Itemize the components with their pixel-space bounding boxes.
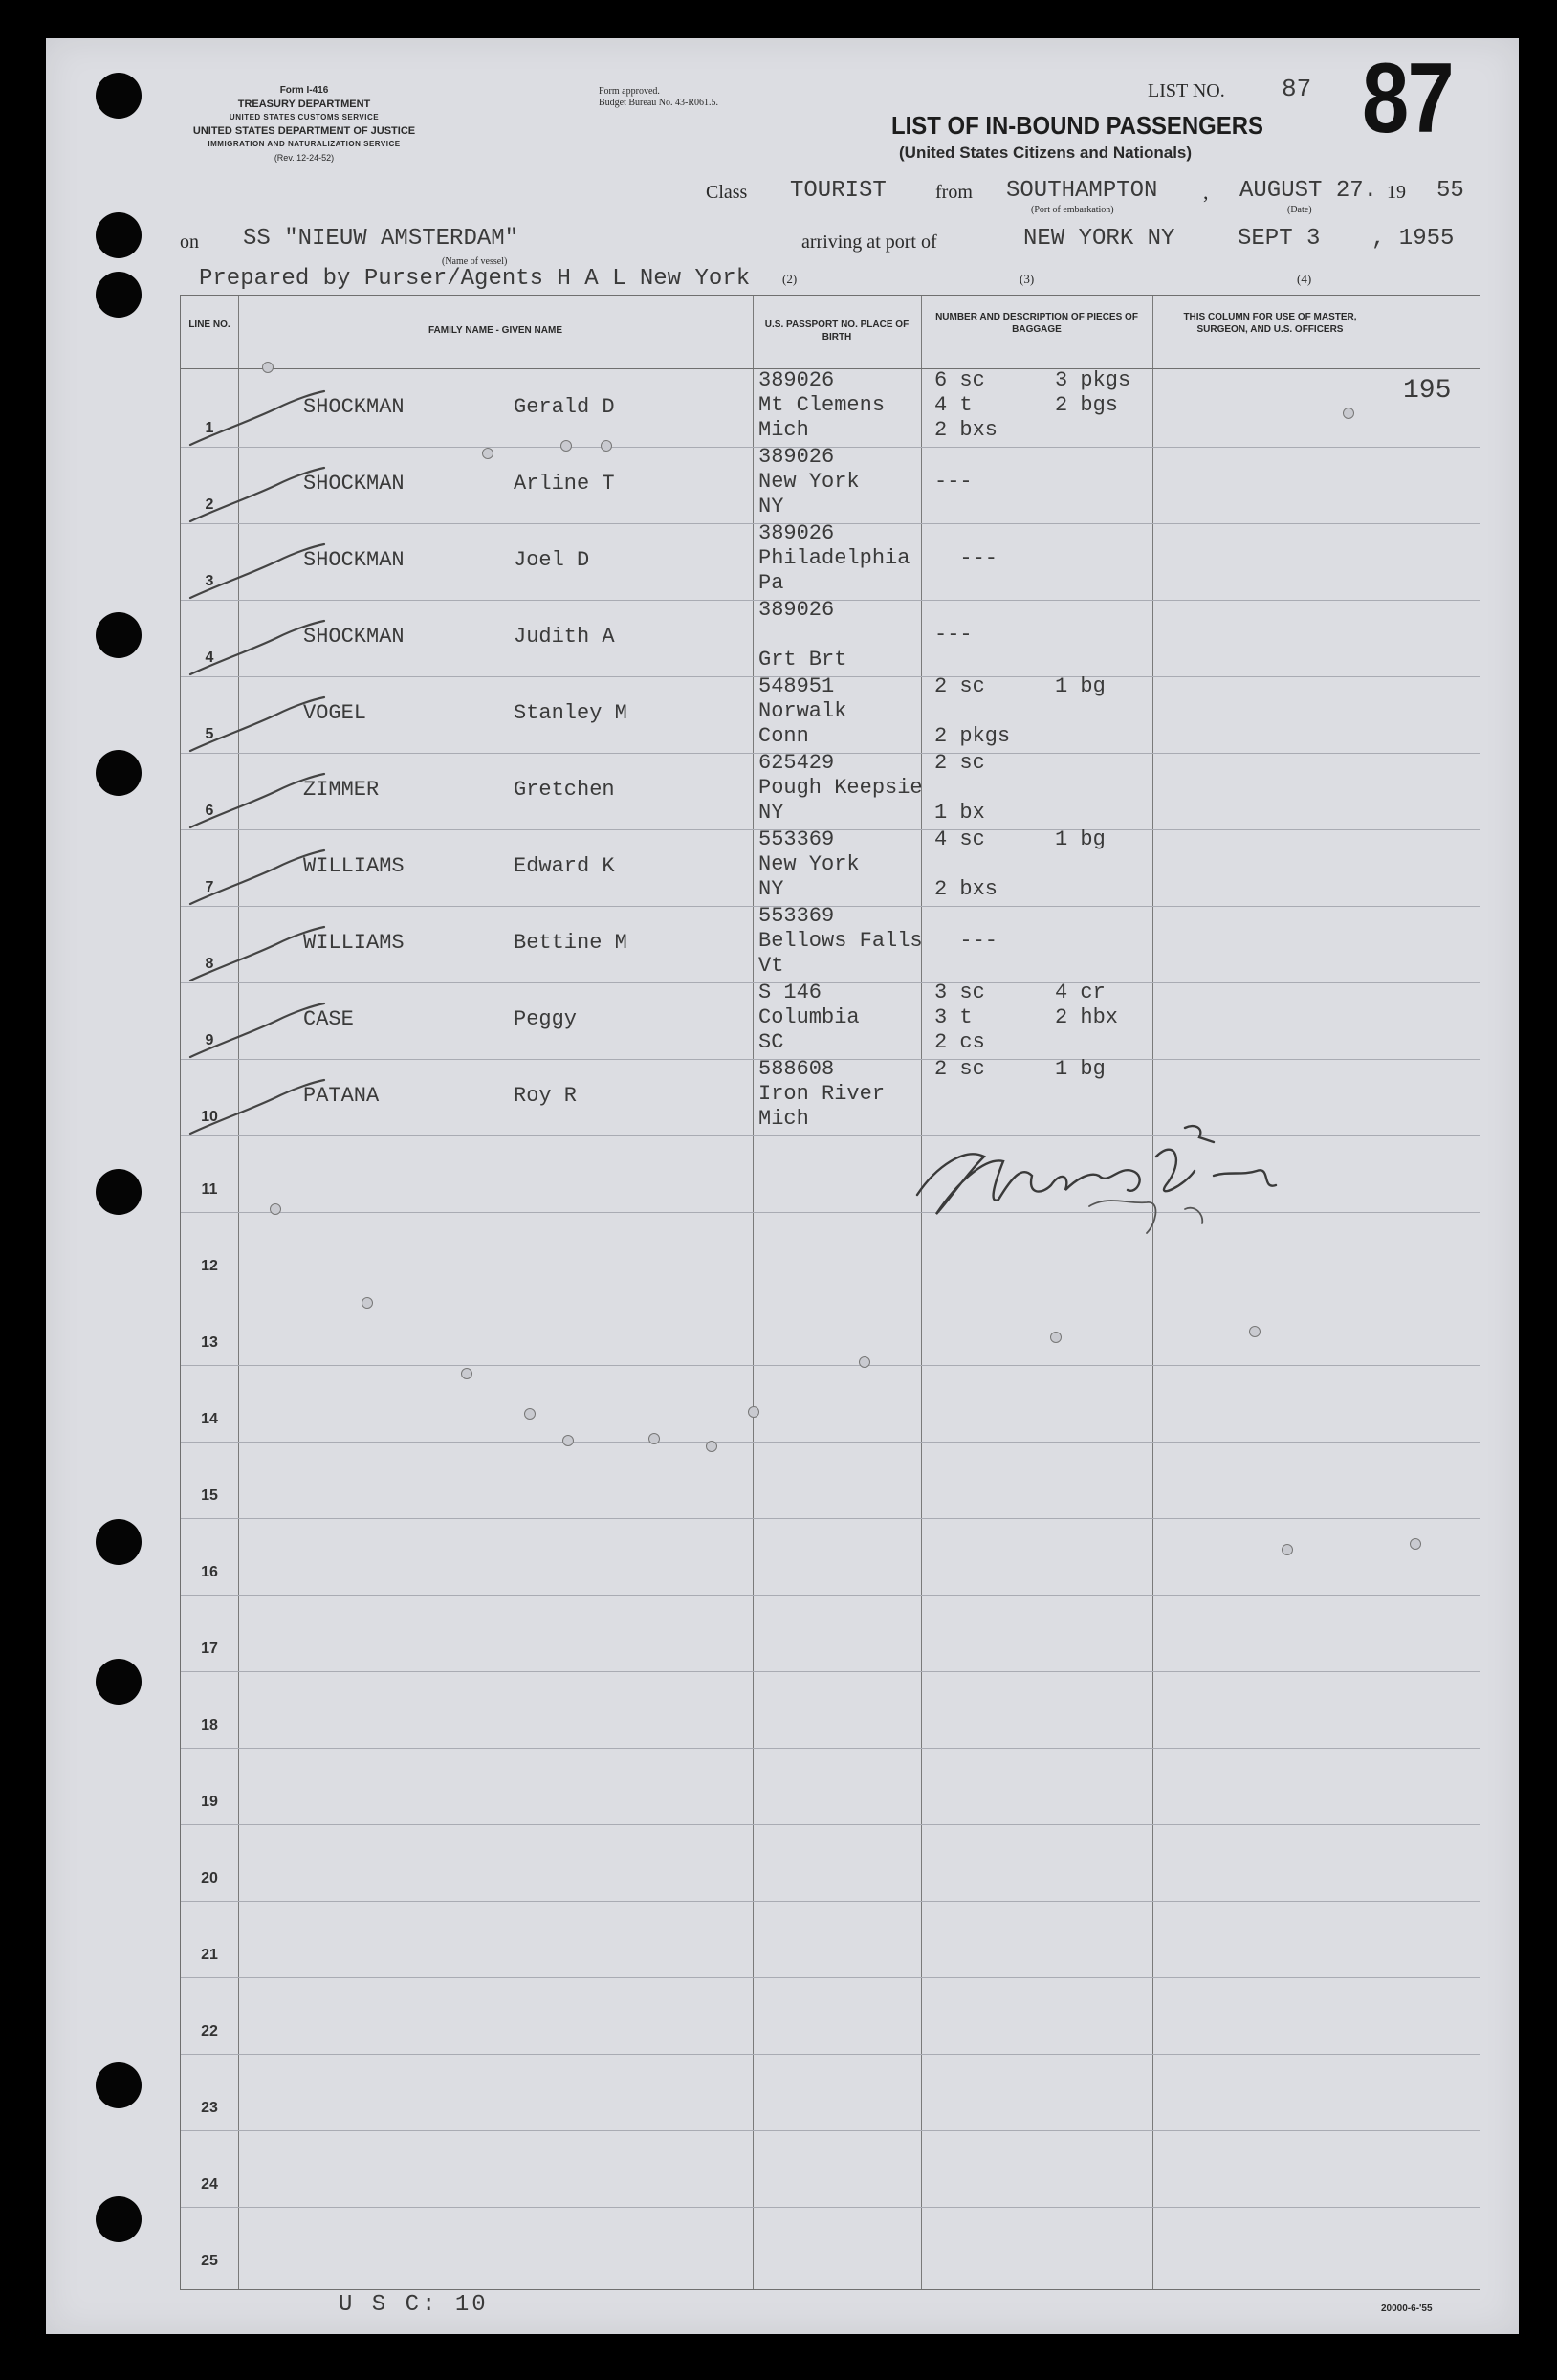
check-mark — [181, 768, 334, 835]
arrival-year: , 1955 — [1371, 226, 1455, 252]
given-name: Arline T — [514, 472, 615, 496]
line-number: 17 — [201, 1641, 218, 1657]
family-name: SHOCKMAN — [303, 548, 405, 572]
form-subtitle: (United States Citizens and Nationals) — [899, 143, 1193, 162]
baggage-3: 2 cs — [934, 1030, 985, 1054]
passport-number: 625429 — [758, 751, 835, 775]
line-number: 18 — [201, 1717, 218, 1733]
given-name: Judith A — [514, 625, 615, 649]
dept-treasury: TREASURY DEPARTMENT — [237, 99, 371, 110]
year-prefix: 19 — [1387, 182, 1406, 203]
dept-justice: UNITED STATES DEPARTMENT OF JUSTICE — [192, 125, 416, 137]
dept-treasury-sub: UNITED STATES CUSTOMS SERVICE — [229, 113, 380, 121]
check-mark — [181, 845, 334, 912]
baggage-2: --- — [934, 546, 998, 570]
comma-separator: , — [1203, 180, 1209, 204]
passenger-row — [181, 447, 1480, 523]
passenger-row — [181, 829, 1480, 906]
punch-hole — [96, 2062, 142, 2108]
birth-place: New York — [758, 852, 860, 876]
line-number: 5 — [205, 726, 214, 742]
from-label: from — [935, 182, 973, 203]
vessel-caption: (Name of vessel) — [442, 256, 508, 267]
birth-place-state: Grt Brt — [758, 648, 847, 672]
line-number: 14 — [201, 1411, 218, 1427]
check-mark — [181, 998, 334, 1065]
family-name: SHOCKMAN — [303, 395, 405, 419]
line-number: 2 — [205, 496, 214, 513]
baggage-2: 4 t — [934, 393, 973, 417]
given-name: Roy R — [514, 1084, 578, 1108]
baggage-1: 6 sc — [934, 368, 985, 392]
check-mark — [181, 386, 334, 452]
line-number: 4 — [205, 650, 214, 666]
dept-justice-sub: IMMIGRATION AND NATURALIZATION SERVICE — [208, 140, 401, 148]
list-no-value: 87 — [1282, 75, 1312, 103]
punch-hole — [96, 1169, 142, 1215]
given-name: Gretchen — [514, 778, 615, 802]
birth-place: Pough Keepsie — [758, 776, 923, 800]
birth-place-state: Conn — [758, 724, 809, 748]
port-caption: (Port of embarkation) — [1031, 205, 1114, 215]
passport-number: 553369 — [758, 904, 835, 928]
line-number: 11 — [201, 1181, 218, 1198]
birth-place: Iron River — [758, 1082, 886, 1106]
prepared-by: Prepared by Purser/Agents H A L New York — [199, 266, 751, 292]
class-label: Class — [706, 182, 748, 203]
arrival-date: SEPT 3 — [1238, 226, 1321, 252]
birth-place: Philadelphia — [758, 546, 910, 570]
punch-hole — [96, 612, 142, 658]
birth-place-state: NY — [758, 877, 784, 901]
form-header-left — [180, 84, 428, 165]
check-mark — [181, 462, 334, 529]
line-number: 9 — [205, 1032, 214, 1048]
baggage-1b: 4 cr — [1055, 981, 1106, 1004]
budget-text: Budget Bureau No. 43-R061.5. — [599, 98, 718, 108]
form-approval — [599, 86, 718, 109]
baggage-2: --- — [934, 623, 973, 647]
passport-number: 553369 — [758, 827, 835, 851]
line-number: 10 — [201, 1109, 218, 1125]
form-number: Form I-416 — [279, 85, 329, 96]
marker-2: (2) — [782, 272, 798, 286]
baggage-2: --- — [934, 470, 973, 494]
given-name: Joel D — [514, 548, 590, 572]
inspector-signature — [898, 1118, 1357, 1252]
baggage-1: 4 sc — [934, 827, 985, 851]
col-passport: U.S. PASSPORT NO. PLACE OF BIRTH — [764, 320, 910, 342]
birth-place-state: Pa — [758, 571, 784, 595]
punch-hole — [96, 2196, 142, 2242]
check-mark — [181, 1074, 334, 1141]
passenger-row — [181, 600, 1480, 676]
family-name: WILLIAMS — [303, 854, 405, 878]
baggage-1b: 1 bg — [1055, 827, 1106, 851]
passport-number: 389026 — [758, 368, 835, 392]
document-sheet — [46, 38, 1519, 2334]
class-value: TOURIST — [790, 178, 887, 204]
punch-hole — [96, 73, 142, 119]
line-number: 22 — [201, 2023, 218, 2039]
birth-place-state: SC — [758, 1030, 784, 1054]
birth-place-state: Vt — [758, 954, 784, 978]
line-number: 6 — [205, 803, 214, 819]
col-baggage: NUMBER AND DESCRIPTION OF PIECES OF BAGGAGE — [935, 312, 1138, 335]
family-name: WILLIAMS — [303, 931, 405, 955]
list-no-label: LIST NO. — [1148, 80, 1225, 101]
given-name: Stanley M — [514, 701, 627, 725]
baggage-1: 2 sc — [934, 674, 985, 698]
officer-note: 195 — [1403, 376, 1452, 406]
punch-hole — [96, 212, 142, 258]
passenger-table — [180, 295, 1480, 2290]
passenger-row — [181, 370, 1480, 447]
birth-place: Norwalk — [758, 699, 847, 723]
passport-number: 548951 — [758, 674, 835, 698]
family-name: SHOCKMAN — [303, 625, 405, 649]
baggage-1: 2 sc — [934, 1057, 985, 1081]
check-mark — [181, 615, 334, 682]
birth-place: New York — [758, 470, 860, 494]
baggage-1: 2 sc — [934, 751, 985, 775]
passport-number: 588608 — [758, 1057, 835, 1081]
col-officers: THIS COLUMN FOR USE OF MASTER, SURGEON, AND U.S. OFFICERS — [1183, 312, 1357, 335]
given-name: Gerald D — [514, 395, 615, 419]
baggage-2b: 2 hbx — [1055, 1005, 1119, 1029]
line-number: 25 — [201, 2253, 218, 2269]
passenger-row — [181, 906, 1480, 982]
baggage-1b: 1 bg — [1055, 1057, 1106, 1081]
baggage-1b: 3 pkgs — [1055, 368, 1131, 392]
line-number: 23 — [201, 2100, 218, 2116]
family-name: SHOCKMAN — [303, 472, 405, 496]
arrival-port: NEW YORK NY — [1023, 226, 1175, 252]
line-number: 16 — [201, 1564, 218, 1580]
baggage-1: 3 sc — [934, 981, 985, 1004]
line-number: 8 — [205, 956, 214, 972]
birth-place-state: NY — [758, 801, 784, 825]
birth-place: Bellows Falls — [758, 929, 923, 953]
baggage-3: 2 bxs — [934, 418, 998, 442]
passport-number: 389026 — [758, 598, 835, 622]
punch-hole — [96, 1519, 142, 1565]
punch-hole — [96, 1659, 142, 1705]
vessel-name: SS "NIEUW AMSTERDAM" — [243, 226, 519, 252]
birth-place: Mt Clemens — [758, 393, 886, 417]
family-name: VOGEL — [303, 701, 367, 725]
line-number: 15 — [201, 1488, 218, 1504]
on-label: on — [180, 231, 199, 253]
birth-place: Columbia — [758, 1005, 860, 1029]
year-suffix: 55 — [1436, 178, 1464, 204]
birth-place-state: NY — [758, 495, 784, 518]
baggage-2: --- — [934, 929, 998, 953]
check-mark — [181, 539, 334, 606]
check-mark — [181, 921, 334, 988]
stamp-list-number: 87 — [1362, 43, 1453, 154]
baggage-2b: 2 bgs — [1055, 393, 1119, 417]
arriving-label: arriving at port of — [801, 231, 937, 253]
family-name: CASE — [303, 1007, 354, 1031]
given-name: Bettine M — [514, 931, 627, 955]
form-title: LIST OF IN-BOUND PASSENGERS — [891, 111, 1263, 140]
passport-number: 389026 — [758, 445, 835, 469]
birth-place-state: Mich — [758, 418, 809, 442]
line-number: 3 — [205, 573, 214, 589]
given-name: Peggy — [514, 1007, 578, 1031]
col-line-no: LINE NO. — [188, 320, 230, 330]
passport-number: 389026 — [758, 521, 835, 545]
passport-number: S 146 — [758, 981, 822, 1004]
line-number: 19 — [201, 1794, 218, 1810]
usc-code: U S C: 10 — [339, 2292, 489, 2318]
port-of-embarkation: SOUTHAMPTON — [1006, 178, 1158, 204]
line-number: 24 — [201, 2176, 218, 2193]
passenger-row — [181, 753, 1480, 829]
check-mark — [181, 692, 334, 759]
passenger-row — [181, 982, 1480, 1059]
family-name: ZIMMER — [303, 778, 380, 802]
form-revision: (Rev. 12-24-52) — [274, 153, 335, 163]
date-caption: (Date) — [1287, 205, 1312, 215]
given-name: Edward K — [514, 854, 615, 878]
baggage-3: 1 bx — [934, 801, 985, 825]
marker-4: (4) — [1297, 272, 1312, 286]
marker-3: (3) — [1020, 272, 1035, 286]
birth-place-state: Mich — [758, 1107, 809, 1131]
punch-hole — [96, 750, 142, 796]
baggage-2: 3 t — [934, 1005, 973, 1029]
passenger-row — [181, 523, 1480, 600]
punch-hole — [96, 272, 142, 318]
baggage-1b: 1 bg — [1055, 674, 1106, 698]
departure-date: AUGUST 27. — [1239, 178, 1378, 204]
printer-code: 20000-6-'55 — [1381, 2303, 1433, 2314]
baggage-3: 2 bxs — [934, 877, 998, 901]
line-number: 7 — [205, 879, 214, 895]
col-name: FAMILY NAME - GIVEN NAME — [428, 325, 562, 336]
family-name: PATANA — [303, 1084, 380, 1108]
baggage-3: 2 pkgs — [934, 724, 1011, 748]
line-number: 1 — [205, 420, 214, 436]
line-number: 12 — [201, 1258, 218, 1274]
line-number: 20 — [201, 1870, 218, 1886]
line-number: 21 — [201, 1947, 218, 1963]
line-number: 13 — [201, 1334, 218, 1351]
passenger-row — [181, 676, 1480, 753]
approval-text: Form approved. — [599, 86, 660, 97]
